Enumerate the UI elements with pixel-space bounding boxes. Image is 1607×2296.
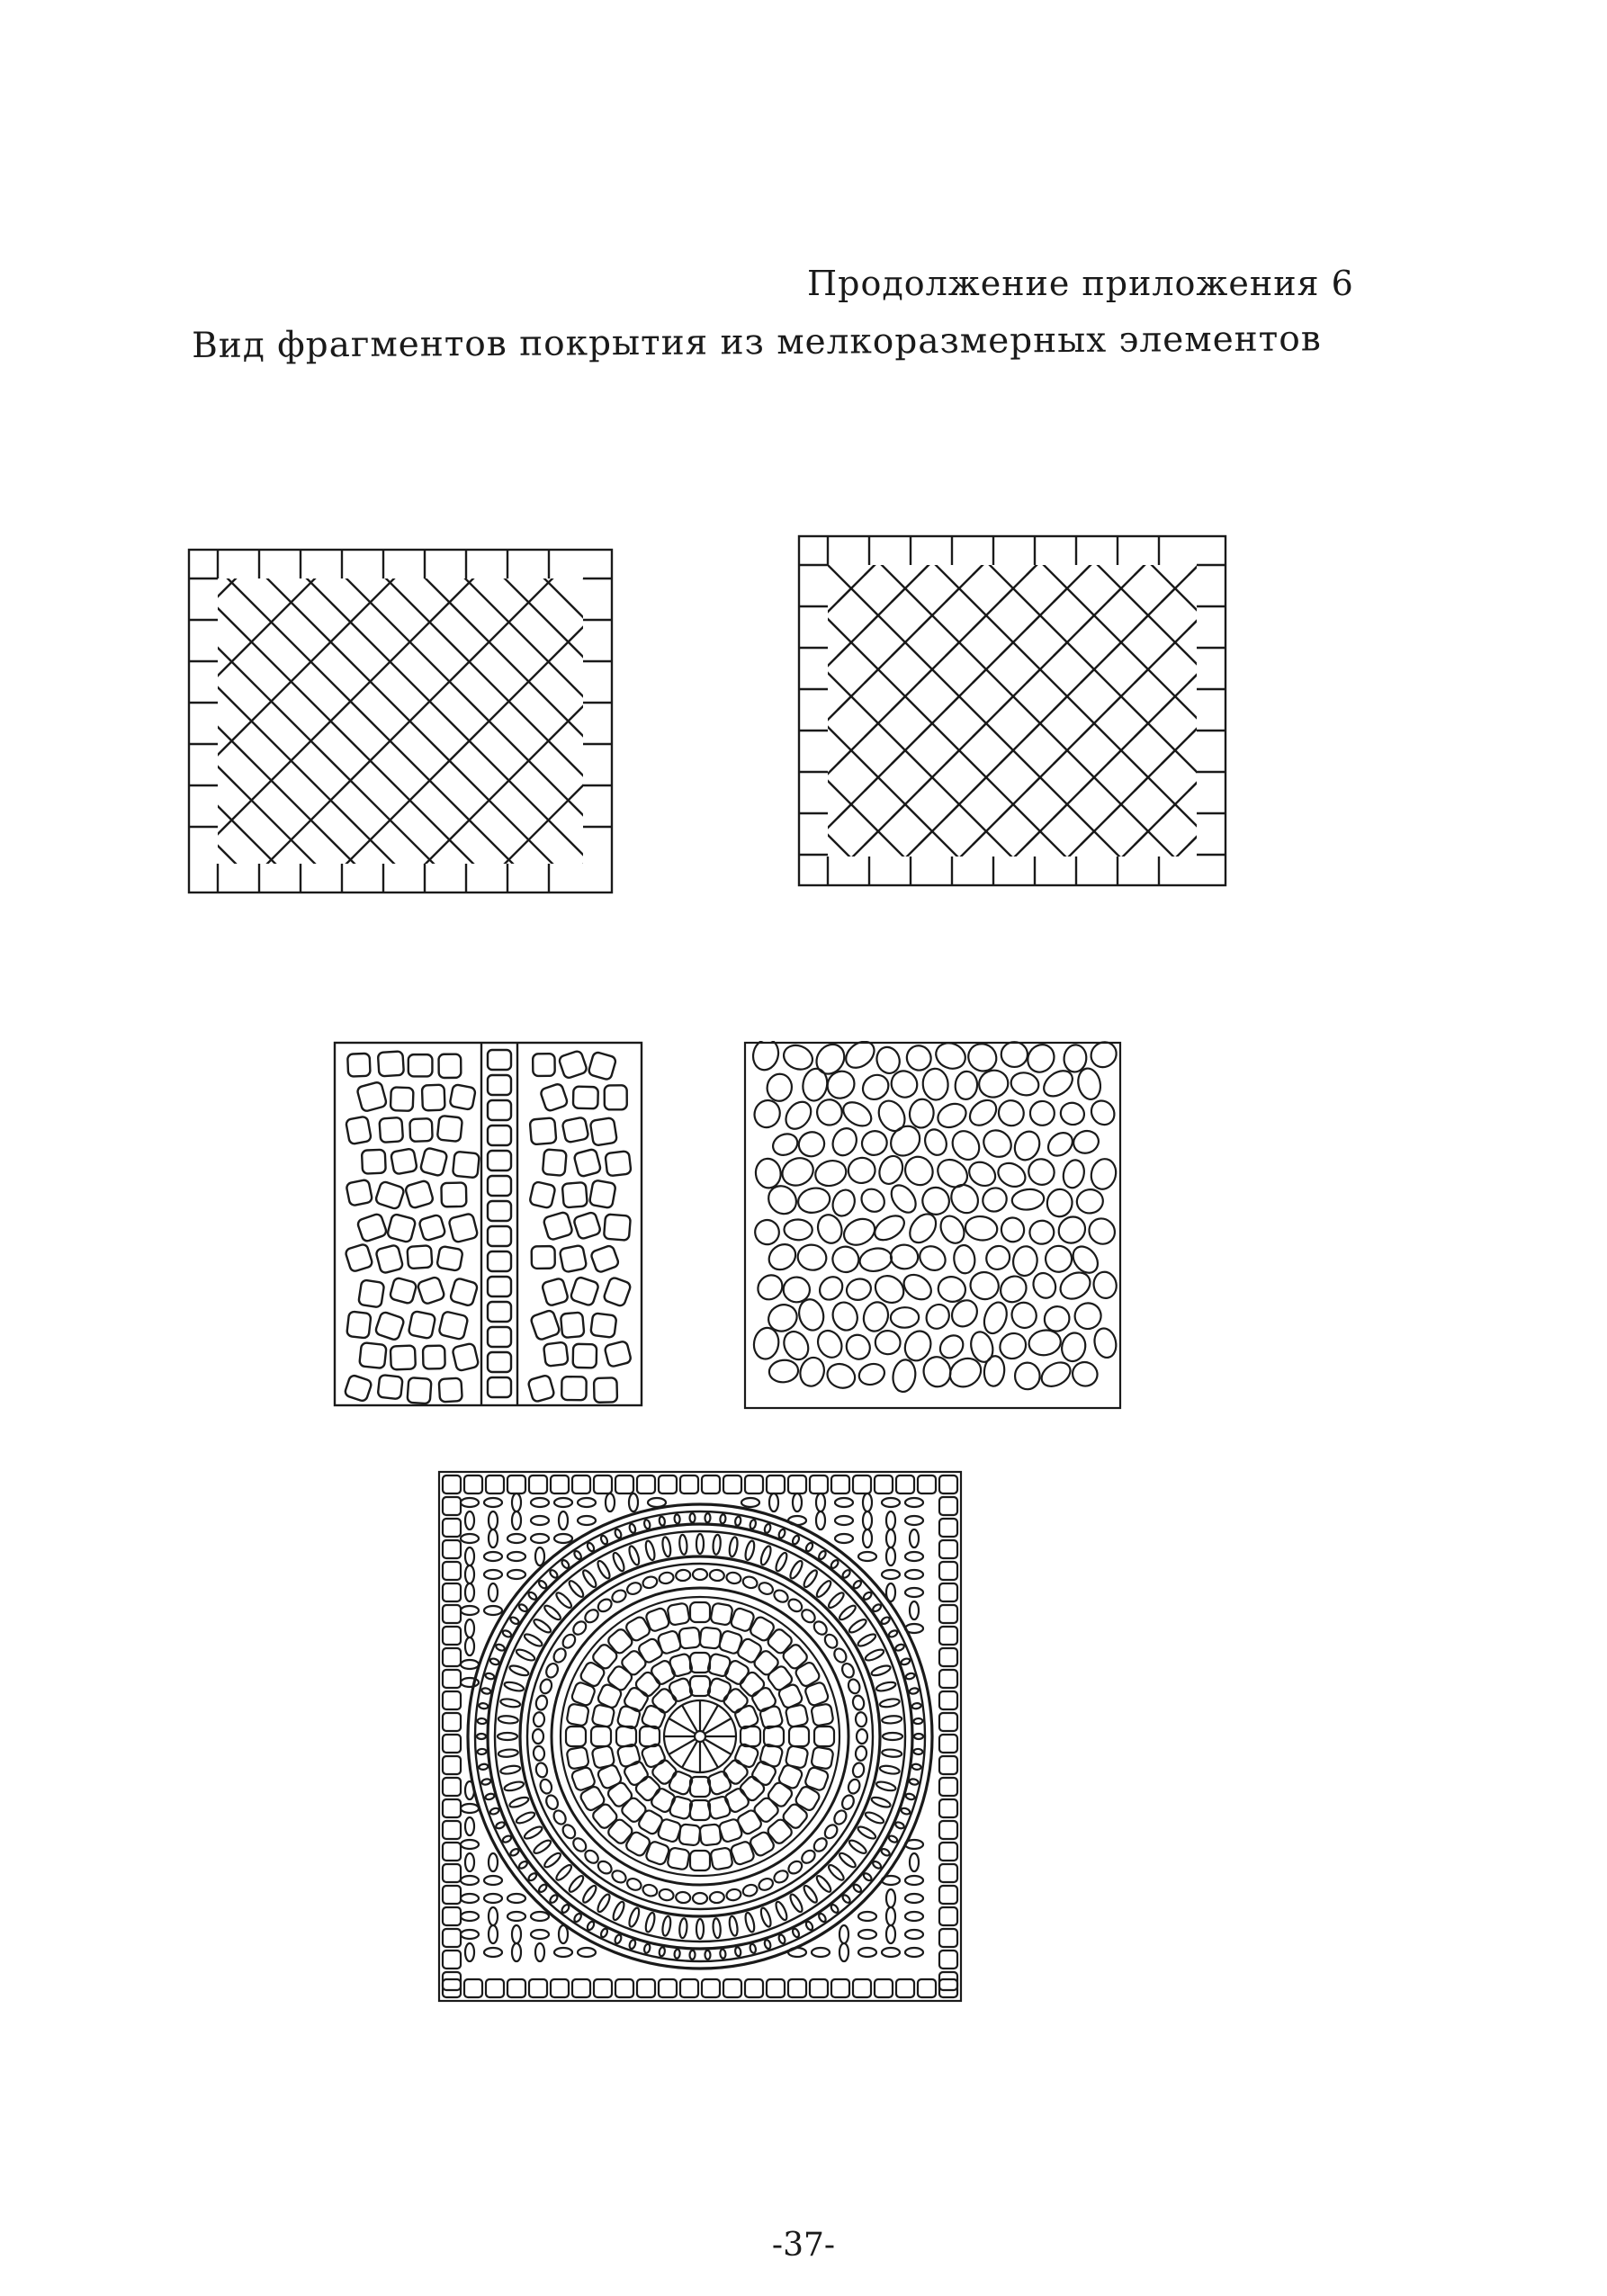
- page-number: -37-: [771, 2227, 836, 2264]
- diagonal-paving-figure: [187, 548, 614, 894]
- herringbone-paving-drawing: [797, 534, 1227, 887]
- herringbone-paving-figure: [797, 534, 1227, 887]
- diagonal-paving-drawing: [187, 548, 614, 894]
- cobblestone-strip-drawing: [333, 1041, 643, 1407]
- cobblestone-strip-figure: [333, 1041, 643, 1407]
- random-cobblestone-figure: [743, 1041, 1122, 1410]
- page-title: Вид фрагментов покрытия из мелкоразмерных элементов: [192, 318, 1322, 366]
- appendix-caption: Продолжение приложения 6: [807, 264, 1354, 303]
- random-cobblestone-drawing: [743, 1041, 1122, 1410]
- circular-mosaic-drawing: [437, 1470, 963, 2003]
- circular-mosaic-figure: [437, 1470, 963, 2003]
